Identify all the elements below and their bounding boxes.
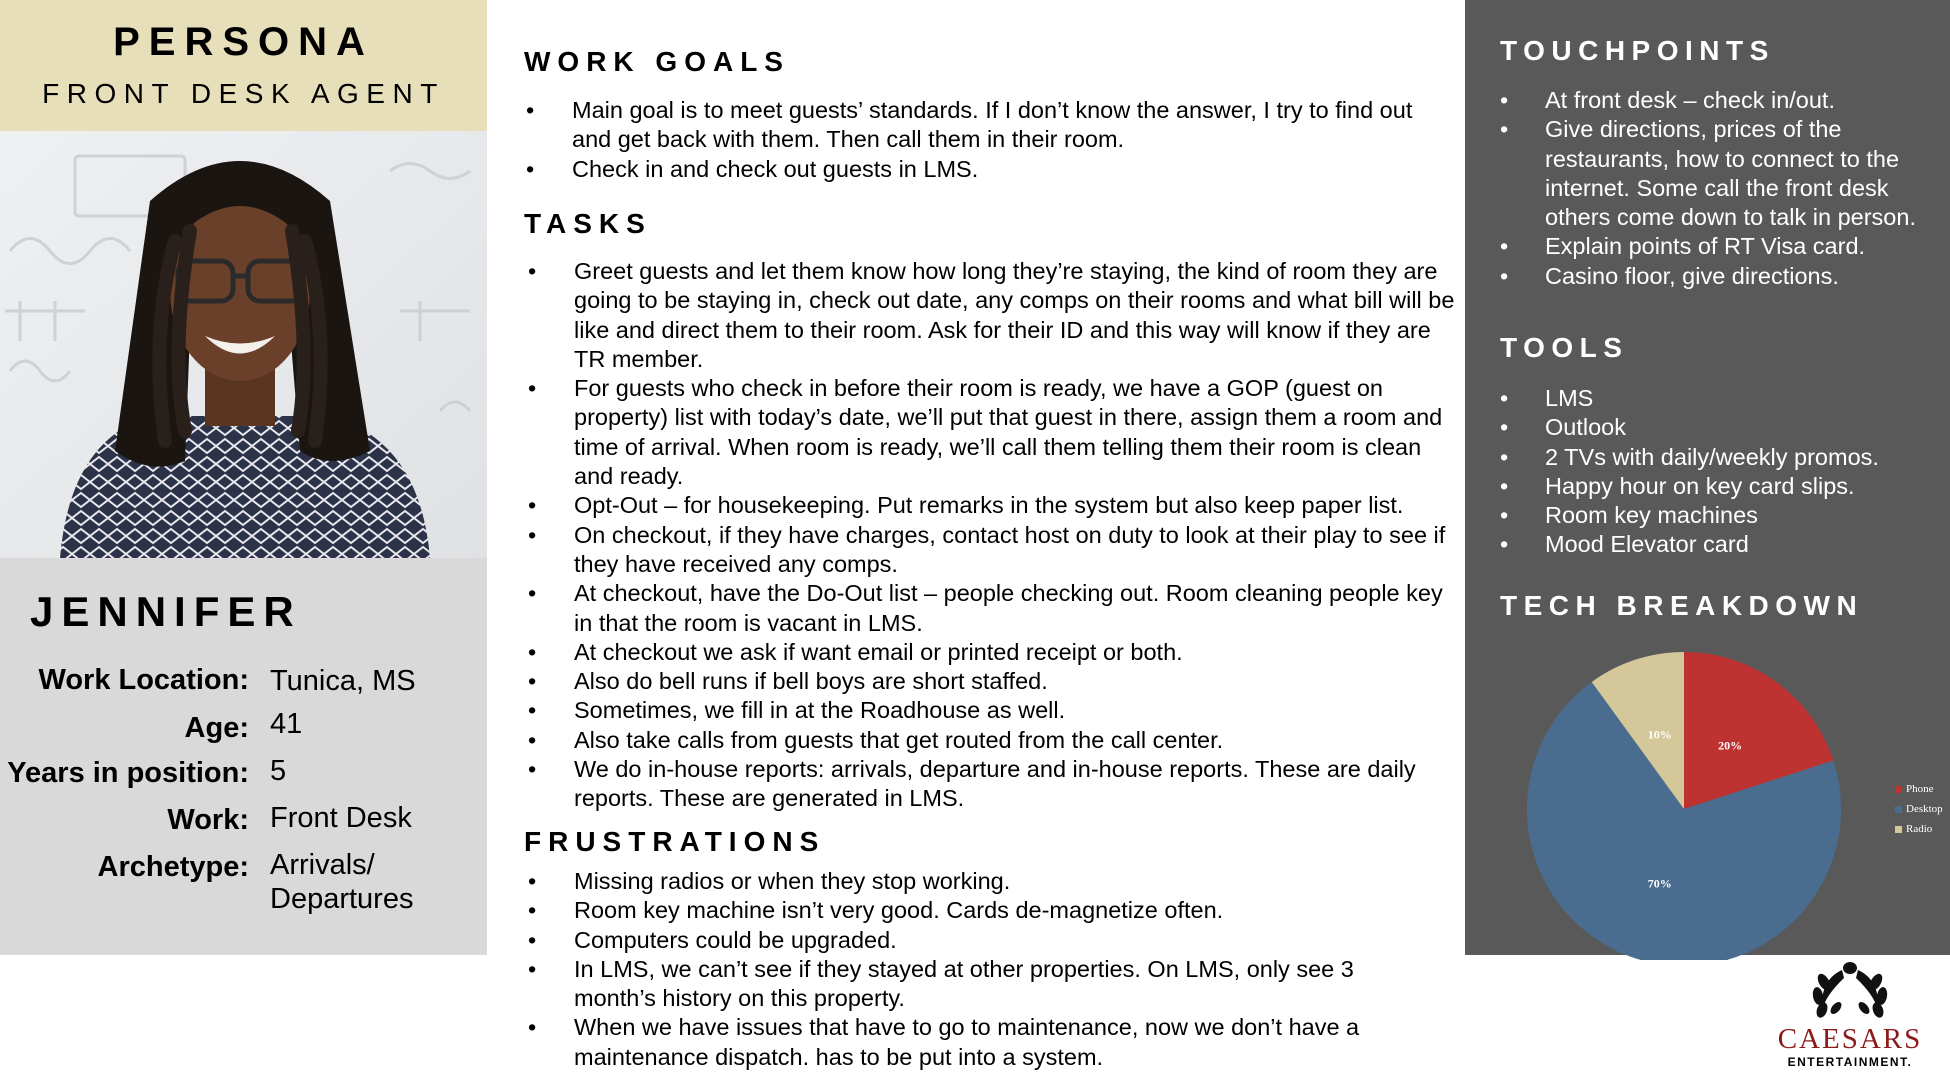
legend-label: Radio: [1906, 823, 1933, 835]
list-item: • When we have issues that have to go to maintenance, now we don’t have a maintenance dispatch. has to be put into a system.: [522, 1013, 1422, 1072]
legend-item-desktop: [1895, 799, 1943, 819]
persona-role: FRONT DESK AGENT: [42, 78, 445, 109]
list-item: • Mood Elevator card: [1500, 530, 1940, 559]
tech-breakdown-title: TECH BREAKDOWN: [1500, 590, 1864, 621]
list-item: • Also do bell runs if bell boys are short staffed.: [522, 667, 1457, 696]
persona-title: PERSONA: [113, 20, 374, 64]
sidebar-panel: [1465, 0, 1950, 955]
field-value: Arrivals/ Departures: [270, 849, 414, 915]
work-goals-title: WORK GOALS: [524, 46, 790, 77]
field-value: Front Desk: [270, 802, 412, 834]
pie-chart: [1465, 620, 1895, 960]
field-value: 5: [270, 755, 287, 787]
legend-label: Phone: [1906, 783, 1934, 795]
list-item: • At checkout we ask if want email or printed receipt or both.: [522, 638, 1457, 667]
legend-item-phone: [1895, 779, 1943, 799]
list-item: • At checkout, have the Do-Out list – people checking out. Room cleaning people key in that the room is vacant in LMS.: [522, 579, 1457, 638]
logo-subtitle: ENTERTAINMENT.: [1787, 1055, 1913, 1069]
frustrations-title: FRUSTRATIONS: [524, 826, 826, 857]
laurel-wreath-icon: [1760, 960, 1940, 1022]
tasks-list: [520, 257, 1457, 814]
persona-portrait: [0, 131, 487, 558]
list-item: • Opt-Out – for housekeeping. Put remarks in the system but also keep paper list.: [522, 491, 1457, 520]
tasks-title: TASKS: [524, 208, 652, 239]
list-item: • On checkout, if they have charges, contact host on duty to look at their play to see if they have received any comps.: [522, 521, 1457, 580]
list-item: • Main goal is to meet guests’ standards. If I don’t know the answer, I try to find out and get back with them. Then call them in their room.: [520, 96, 1420, 155]
persona-name: JENNIFER: [30, 588, 302, 635]
legend-label: Desktop: [1906, 803, 1943, 815]
tech-breakdown-chart: [1465, 620, 1950, 960]
legend-item-radio: [1895, 819, 1943, 839]
list-item: • In LMS, we can’t see if they stayed at other properties. On LMS, only see 3 month’s history on this property.: [522, 955, 1422, 1014]
list-item: • 2 TVs with daily/weekly promos.: [1500, 443, 1940, 472]
work-goals-list: [520, 96, 1420, 184]
list-item: • Outlook: [1500, 413, 1940, 442]
field-label: Years in position:: [7, 757, 249, 789]
list-item: • Greet guests and let them know how long they’re staying, the kind of room they are going to be staying in, check out date, any comps on their rooms and what bill will be like and direct them to their room. Ask for their ID and this way will know if they are TR member.: [522, 257, 1457, 374]
logo-wordmark: CAESARS: [1777, 1023, 1923, 1055]
list-item: • Give directions, prices of the restaurants, how to connect to the internet. Some call the front desk others come down to talk in person.: [1500, 115, 1940, 232]
frustrations-list: [520, 867, 1422, 1072]
list-item: • Missing radios or when they stop working.: [522, 867, 1422, 896]
persona-photo: [0, 131, 487, 558]
field-value: 41: [270, 708, 303, 740]
field-label: Work Location:: [38, 664, 249, 696]
list-item: • Room key machine isn’t very good. Cards de-magnetize often.: [522, 896, 1422, 925]
list-item: • For guests who check in before their room is ready, we have a GOP (guest on property) list with today’s date, we’ll put that guest in there, assign them a room and time of arrival. When room is ready, we’ll call them telling them their room is clean and ready.: [522, 374, 1457, 491]
legend-swatch: [1895, 806, 1902, 813]
field-label: Age:: [184, 712, 249, 744]
list-item: • Happy hour on key card slips.: [1500, 472, 1940, 501]
persona-header: [0, 0, 487, 131]
list-item: • We do in-house reports: arrivals, departure and in-house reports. These are daily reports. These are generated in LMS.: [522, 755, 1457, 814]
list-item: • Casino floor, give directions.: [1500, 262, 1940, 291]
touchpoints-list: [1500, 86, 1940, 291]
list-item: • LMS: [1500, 384, 1940, 413]
list-item: • Computers could be upgraded.: [522, 926, 1422, 955]
tools-list: [1500, 384, 1940, 560]
list-item: • At front desk – check in/out.: [1500, 86, 1940, 115]
legend-swatch: [1895, 826, 1902, 833]
legend-swatch: [1895, 786, 1902, 793]
tools-title: TOOLS: [1500, 332, 1629, 363]
persona-profile: [0, 558, 487, 955]
list-item: • Room key machines: [1500, 501, 1940, 530]
pie-label-radio: 10%: [1647, 727, 1672, 742]
list-item: • Check in and check out guests in LMS.: [520, 155, 1420, 184]
list-item: • Sometimes, we fill in at the Roadhouse as well.: [522, 696, 1457, 725]
list-item: • Explain points of RT Visa card.: [1500, 232, 1940, 261]
pie-label-phone: 20%: [1718, 738, 1743, 753]
field-value: Tunica, MS: [270, 665, 416, 697]
caesars-logo: [1760, 960, 1940, 1070]
field-label: Work:: [167, 804, 249, 836]
touchpoints-title: TOUCHPOINTS: [1500, 35, 1775, 66]
chart-legend: [1895, 779, 1943, 839]
list-item: • Also take calls from guests that get routed from the call center.: [522, 726, 1457, 755]
field-label: Archetype:: [97, 851, 249, 883]
persona-panel: [0, 0, 487, 955]
pie-label-desktop: 70%: [1647, 876, 1672, 891]
